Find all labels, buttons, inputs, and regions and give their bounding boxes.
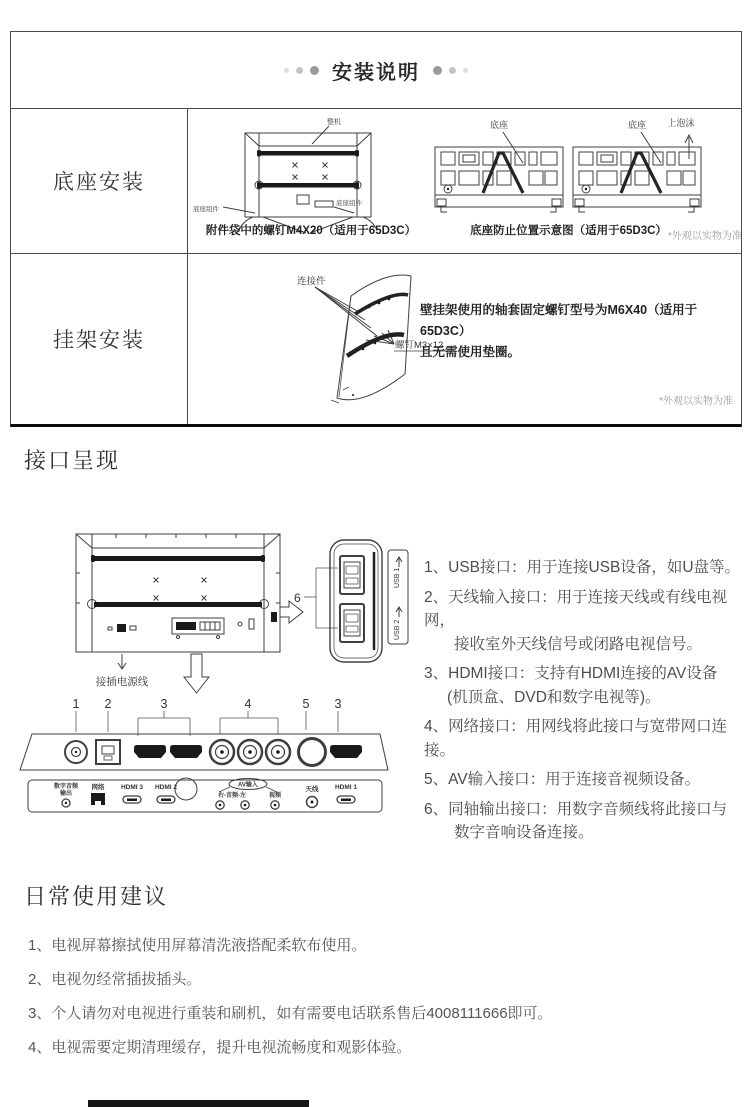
base-part-right-label: 底座组件 [336, 200, 362, 207]
mount-install-row [11, 254, 741, 424]
dot-icon [449, 67, 456, 74]
base-install-row [11, 109, 741, 254]
usb1-label: USB 1 [394, 567, 401, 588]
list-item: 1、电视屏幕擦拭使用屏幕清洗液搭配柔软布使用。 [28, 937, 367, 954]
network-label: 网络 [91, 784, 105, 791]
hdmi2-label: HDMI 2 [154, 784, 178, 791]
port-numbers [73, 697, 342, 711]
rear-connector-strip-diagram [16, 692, 396, 814]
base-bracket-right [573, 147, 701, 212]
desc-line: 1、USB接口：用于连接USB设备，如U盘等。 [424, 559, 741, 576]
port-label-strip [28, 780, 382, 812]
screw-caption: 附件袋中的螺钉M4X20（适用于65D3C） [205, 225, 417, 237]
desc-line: 4、网络接口：用网线将此接口与宽带网口连接。 [424, 718, 728, 759]
desc-line: 3、HDMI接口：支持有HDMI连接的AV设备 [424, 665, 718, 682]
list-item [424, 768, 746, 792]
foam-label: 上泡沫 [667, 118, 695, 128]
port-number: 2 [104, 697, 112, 711]
hdmi3-label: HDMI 3 [120, 784, 144, 791]
dot-icon [463, 68, 468, 73]
desc-line: 2、天线输入接口：用于连接天线或有线电视网， [424, 588, 728, 629]
base-part-left-label: 底座组件 [193, 206, 219, 213]
dot-icon [433, 66, 442, 75]
decor-dots-left [284, 66, 319, 75]
ports-section-title: 接口呈现 [24, 448, 121, 473]
power-cord-label: 接插电源线 [95, 676, 149, 688]
daily-section-title: 日常使用建议 [24, 884, 169, 909]
list-item: 4、电视需要定期清理缓存，提升电视流畅度和观影体验。 [28, 1039, 412, 1056]
list-item [424, 556, 746, 580]
desc-line: 6、同轴输出接口：用数字音频线将此接口与 [424, 800, 728, 818]
port-number: 1 [72, 697, 80, 711]
base-label-b: 底座 [627, 120, 647, 130]
side-usb-panel-diagram [290, 536, 410, 668]
dot-icon [296, 67, 303, 74]
port-number: 4 [244, 697, 252, 711]
av-in-label: AV输入 [238, 782, 258, 789]
down-arrow-icon [184, 654, 209, 693]
base-position-caption: 底座防止位置示意图（适用于65D3C） [470, 225, 667, 237]
usb2-label: USB 2 [394, 619, 401, 640]
port-number: 3 [160, 697, 168, 711]
port-descriptions-list [424, 556, 746, 851]
list-item [424, 798, 746, 845]
hdmi1-label: HDMI 1 [334, 784, 358, 791]
audio-lr-label: 右-音频-左 [218, 793, 246, 799]
decor-dots-right [433, 66, 468, 75]
desc-line: (机顶盒、DVD和数字电视等)。 [447, 688, 661, 706]
mount-note-line1: 壁挂架使用的轴套固定螺钉型号为M6X40（适用于65D3C） [420, 303, 698, 338]
row-label-mount-install: 挂架安装 [11, 254, 188, 424]
tv-back-ports-diagram [68, 528, 308, 698]
base-position-diagram [433, 115, 703, 227]
port-number: 3 [334, 697, 342, 711]
tv-back-diagram [191, 113, 386, 238]
partial-next-section-bar [88, 1100, 309, 1107]
appearance-disclaimer: *外观以实物为准 [668, 231, 742, 242]
mount-note-line2: 且无需使用垫圈。 [420, 345, 521, 359]
desc-line: 数字音响设备连接。 [454, 824, 594, 841]
install-instructions-table [10, 31, 742, 427]
antenna-label: 天线 [305, 786, 319, 793]
mount-screw-label: 螺钉M3×12 [395, 340, 444, 351]
desc-line: 接收室外天线信号或闭路电视信号。 [454, 635, 703, 653]
video-label: 视频 [268, 793, 282, 799]
callout-number-6: 6 [294, 591, 301, 605]
base-label-a: 底座 [489, 120, 509, 130]
list-item [424, 662, 746, 709]
tv-whole-label: 整机 [327, 119, 341, 126]
appearance-disclaimer: *外观以实物为准 [659, 396, 733, 407]
ethernet-icon [95, 801, 101, 805]
install-section-title: 安装说明 [332, 61, 420, 84]
dot-icon [284, 68, 289, 73]
port-number: 5 [302, 697, 310, 711]
base-install-content [188, 109, 741, 253]
list-item [424, 715, 746, 762]
list-item: 3、个人请勿对电视进行重装和刷机，如有需要电话联系售后4008111666即可。 [28, 1005, 553, 1022]
mount-install-content [188, 254, 741, 424]
digital-audio-label: 数字音频 [53, 784, 79, 790]
install-title-row [11, 32, 741, 109]
mount-note [420, 300, 741, 363]
digital-audio-label2: 输出 [59, 791, 73, 797]
daily-tips-list [28, 936, 553, 1072]
row-label-base-install: 底座安装 [11, 109, 188, 253]
list-item [424, 586, 746, 657]
dot-icon [310, 66, 319, 75]
base-bracket-left [435, 147, 563, 212]
list-item: 2、电视勿经常插拔插头。 [28, 971, 202, 988]
connector-label: 连接件 [297, 276, 326, 287]
desc-line: 5、AV输入接口：用于连接音视频设备。 [424, 771, 701, 788]
